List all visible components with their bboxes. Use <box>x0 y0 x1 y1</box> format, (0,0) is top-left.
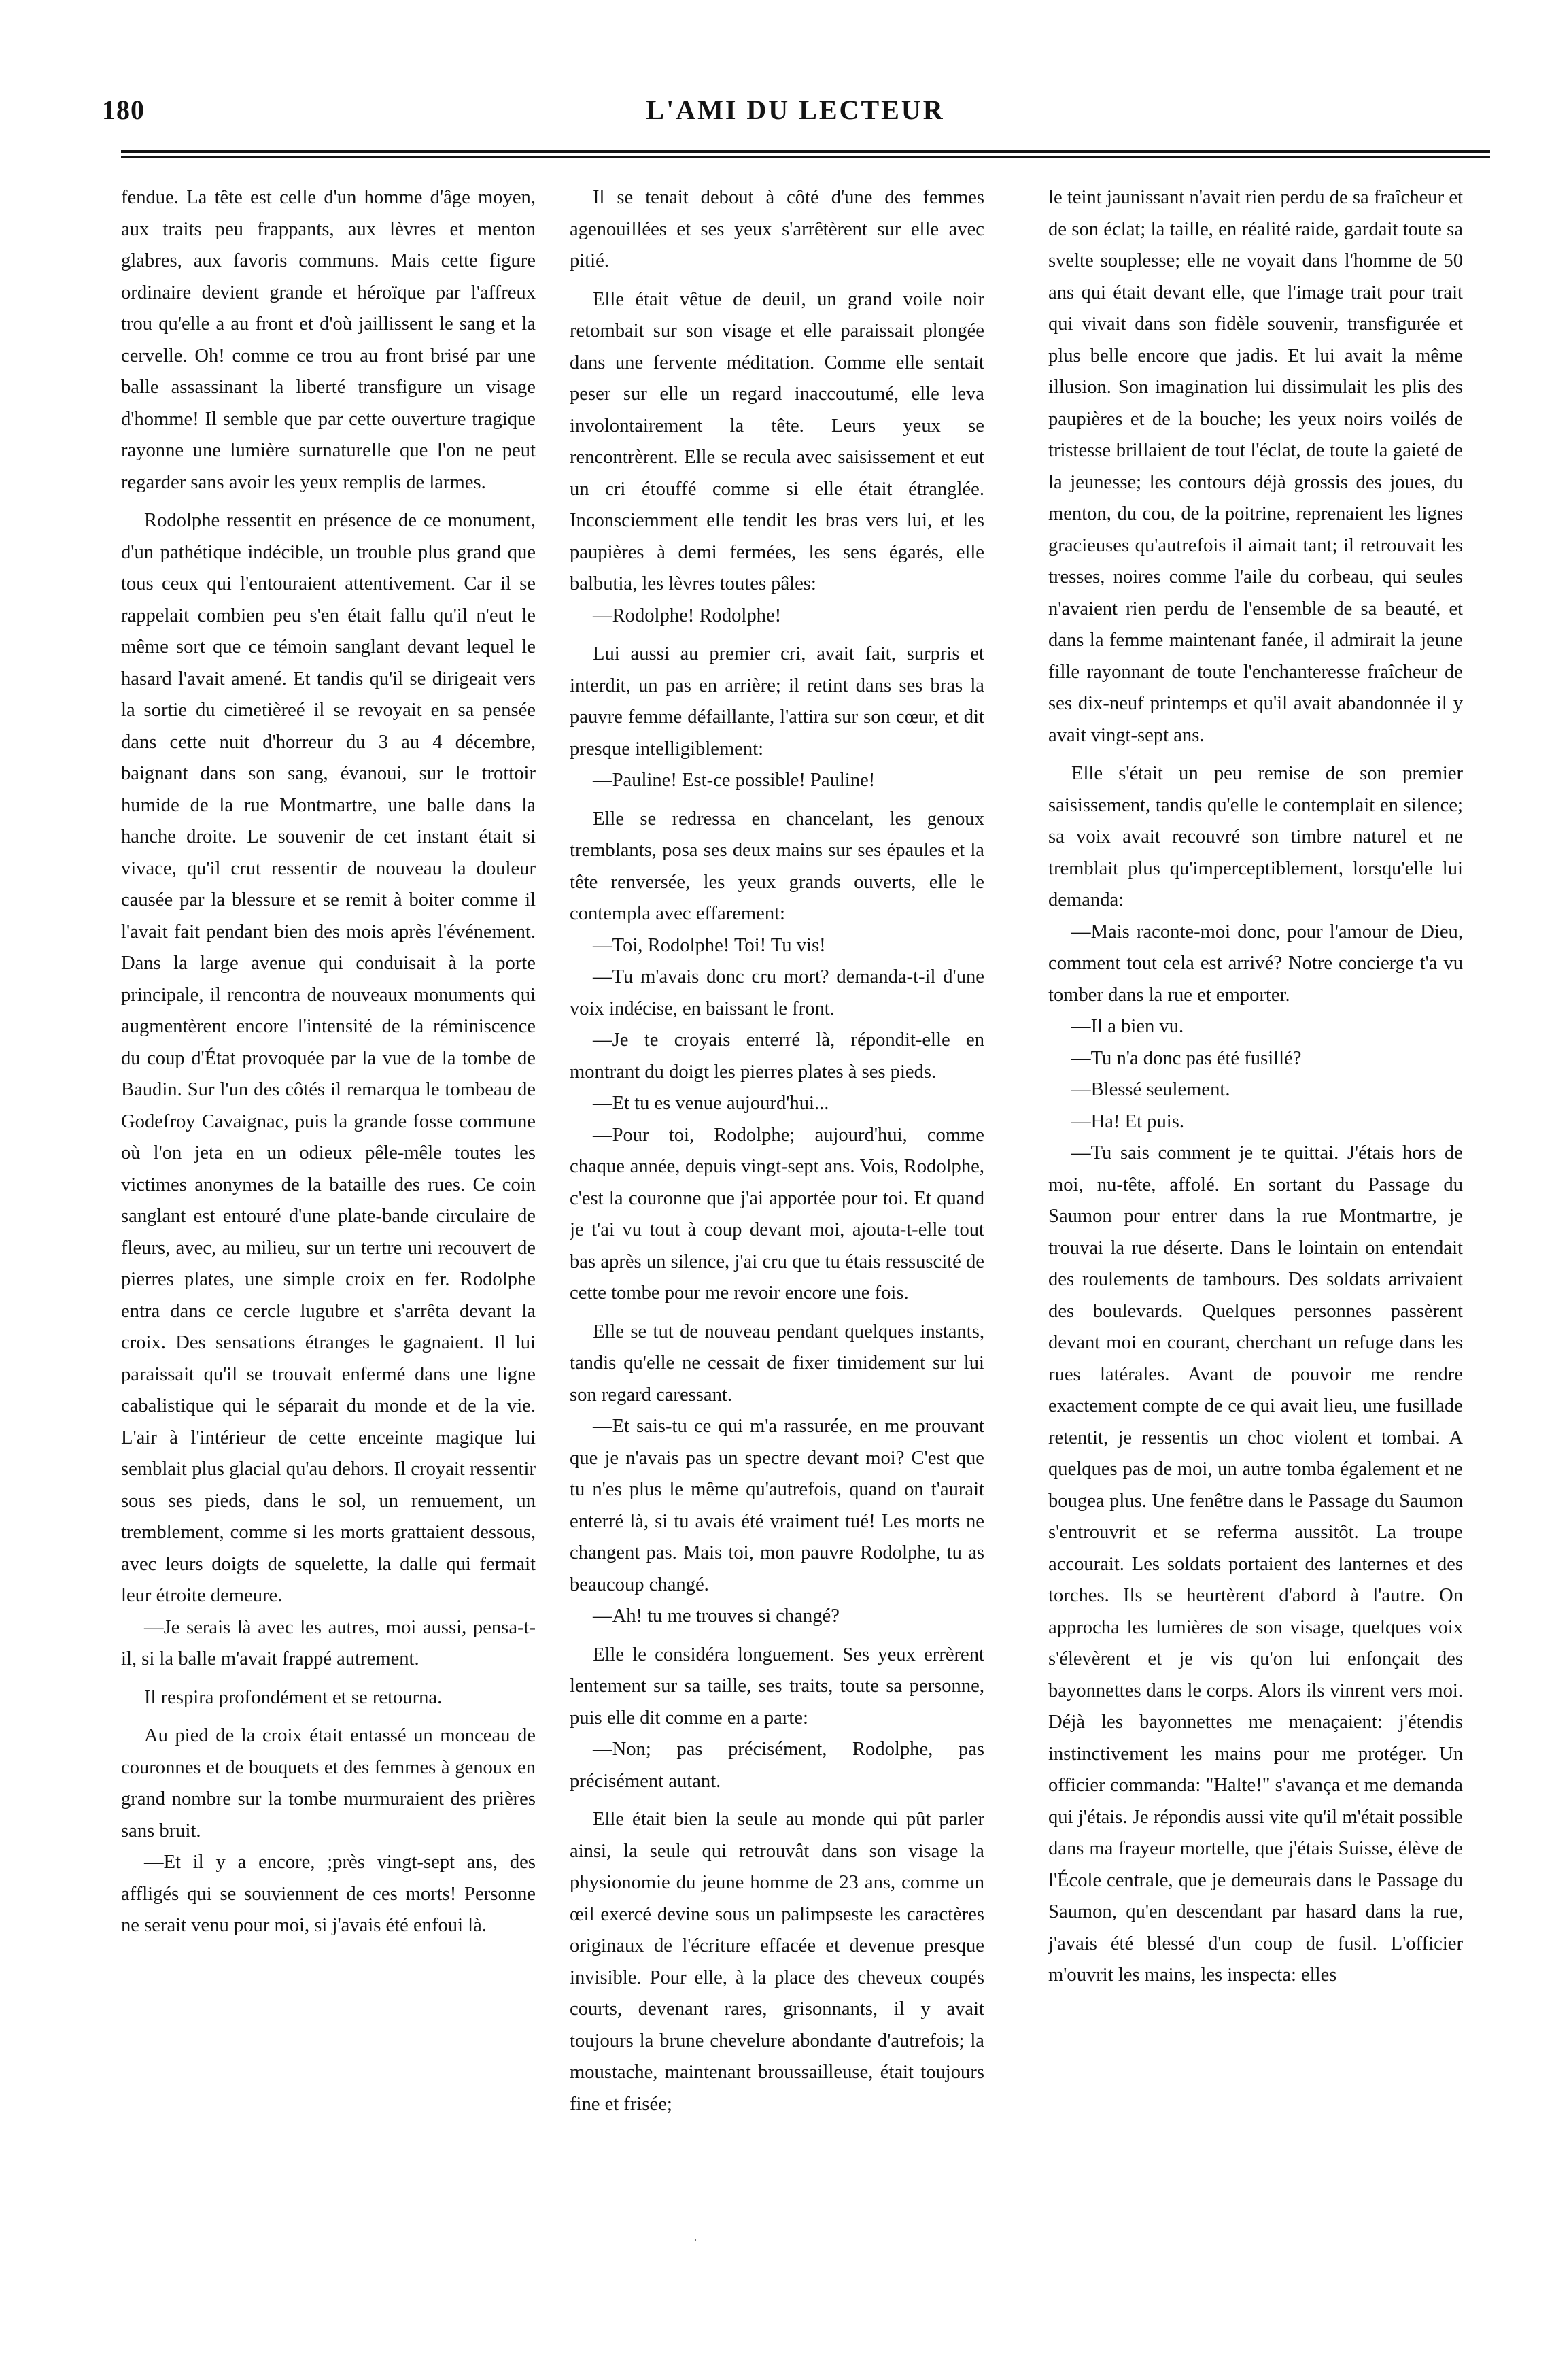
paragraph: —Toi, Rodolphe! Toi! Tu vis! <box>593 934 826 956</box>
paragraph: Elle s'était un peu remise de son premier saisissement, tandis qu'elle le contemplait en silence; sa voix avait recouvré son timbre naturel et ne tremblait plus qu'imperceptiblement, lorsqu'elle lui demanda: <box>1048 763 1463 911</box>
paragraph: —Je te croyais enterré là, répondit-elle en montrant du doigt les pierres plates à ses pieds. <box>570 1030 984 1083</box>
paragraph: —Je serais là avec les autres, moi aussi, pensa-t-il, si la balle m'avait frappé autrement. <box>121 1616 536 1669</box>
paragraph: Elle le considéra longuement. Ses yeux errèrent lentement sur sa taille, ses traits, toute sa personne, puis elle dit comme en a parte: <box>570 1644 984 1729</box>
paragraph: Rodolphe ressentit en présence de ce monument, d'un pathétique indécible, un trouble plus grand que tous ceux qui l'entouraient attentivement. Car il se rappelait combien peu s'en était fallu qu'il n'eut le même sort que ce témoin sanglant devant lequel le hasard l'avait amené. Et tandis qu'il se dirigeait vers la sortie du cimetièreé il se revoyait en sa pensée dans cette nuit d'horreur du 3 au 4 décembre, baignant dans son sang, évanoui, sur le trottoir humide de la rue Montmartre, une balle dans la hanche droite. Le souvenir de cet instant était si vivace, qu'il crut ressentir de nouveau la douleur causée par la blessure et se remit à boiter comme il l'avait fait pendant bien des mois après l'événement. Dans la large avenue qui conduisait à la porte principale, il rencontra de nouveaux monuments qui augmentèrent encore l'intensité de la réminiscence du coup d'État provoquée par la vue de la tombe de Baudin. Sur l'un des côtés il remarqua le tombeau de Godefroy Cavaignac, puis la grande fosse commune où l'on jeta en un odieux pêle-mêle toutes les victimes anonymes de la bataille des rues. Ce coin sanglant est entouré d'une plate-bande circulaire de fleurs, avec, au milieu, sur un tertre uni recouvert de pierres plates, une simple croix en fer. Rodolphe entra dans ce cercle lugubre et s'arrêta devant la croix. Des sensations étranges le gagnaient. Il lui paraissait qu'il se trouvait enfermé dans une ligne cabalistique qui le séparait du monde et de la vie. L'air à l'intérieur de cette enceinte magique lui semblait plus glacial qu'au dehors. Il croyait ressentir sous ses pieds, dans le sol, un remuement, un tremblement, comme si les morts grattaient dessous, avec leurs doigts de squelette, la dalle qui fermait leur étroite demeure. <box>121 510 536 1606</box>
paragraph: Elle était vêtue de deuil, un grand voile noir retombait sur son visage et elle paraissait plongée dans une fervente méditation. Comme elle sentait peser sur elle un regard inaccoutumé, elle leva involontairement la tête. Leurs yeux se rencontrèrent. Elle se recula avec saisissement et eut un cri étouffé comme si elle était étranglée. Inconsciemment elle tendit les bras vers lui, et les paupières à demi fermées, les sens égarés, elle balbutia, les lèvres toutes pâles: <box>570 288 984 594</box>
header-rule-thin <box>121 156 1490 158</box>
paragraph: —Non; pas précisément, Rodolphe, pas précisément autant. <box>570 1739 984 1792</box>
paragraph: Il respira profondément et se retourna. <box>144 1686 443 1708</box>
paragraph: Lui aussi au premier cri, avait fait, surpris et interdit, un pas en arrière; il retint dans ses bras la pauvre femme défaillante, l'attira sur son cœur, et dit presque intelligiblement: <box>570 643 984 760</box>
paragraph: —Blessé seulement. <box>1071 1079 1230 1100</box>
paragraph: Il se tenait debout à côté d'une des femmes agenouillées et ses yeux s'arrêtèrent sur elle avec pitié. <box>570 187 984 271</box>
column-3 <box>1048 182 1463 2202</box>
paragraph: —Tu m'avais donc cru mort? demanda-t-il d'une voix indécise, en baissant le front. <box>570 966 984 1019</box>
page-header <box>102 94 1489 135</box>
paragraph: Elle était bien la seule au monde qui pût parler ainsi, la seule qui retrouvât dans son visage la physionomie du jeune homme de 23 ans, comme un œil exercé devine sous un palimpseste les caractères originaux de l'écriture effacée et devenue presque invisible. Pour elle, à la place des cheveux coupés courts, devenant rares, grisonnants, il y avait toujours la brune chevelure abondante d'autrefois; la moustache, maintenant broussailleuse, était toujours fine et frisée; <box>570 1809 984 2115</box>
paragraph: —Ah! tu me trouves si changé? <box>593 1605 840 1627</box>
paragraph: —Il a bien vu. <box>1071 1016 1184 1037</box>
paragraph: Elle se redressa en chancelant, les genoux tremblants, posa ses deux mains sur ses épaules et la tête renversée, les yeux grands ouverts, elle le contempla avec effarement: <box>570 808 984 924</box>
paragraph: —Et il y a encore, ;près vingt-sept ans, des affligés qui se souviennent de ces morts! Personne ne serait venu pour moi, si j'avais été enfoui là. <box>121 1852 536 1936</box>
paragraph: —Tu sais comment je te quittai. J'étais hors de moi, nu-tête, affolé. En sortant du Passage du Saumon pour entrer dans la rue Montmartre, je trouvai la rue déserte. Dans le lointain on entendait des roulements de tambours. Des soldats arrivaient des boulevards. Quelques personnes passèrent devant moi en courant, cherchant un refuge dans les rues latérales. Avant de pouvoir me rendre exactement compte de ce qui avait lieu, une fusillade retentit, je ressentis un choc violent et tombai. A quelques pas de moi, un autre tomba également et ne bougea plus. Une fenêtre dans le Passage du Saumon s'entrouvrit et se referma aussitôt. La troupe accourait. Les soldats portaient des lanternes et des torches. Ils se heurtèrent d'abord à l'autre. On approcha les lumières de son visage, quelques voix s'élevèrent et je vis qu'on lui enfonçait des bayonnettes dans le corps. Alors ils vinrent vers moi. Déjà les bayonnettes me menaçaient: j'étendis instinctivement les mains pour me protéger. Un officier commanda: "Halte!" s'avança et me demanda qui j'étais. Je répondis aussi vite qu'il m'était possible dans ma frayeur mortelle, que j'étais Suisse, élève de l'École centrale, que je demeurais dans le Passage du Saumon, qu'en descendant par hasard dans la rue, j'avais été blessé d'un coup de fusil. L'officier m'ouvrit les mains, les inspecta: elles <box>1048 1142 1463 1986</box>
journal-title: L'AMI DU LECTEUR <box>646 95 945 125</box>
header-rule <box>121 150 1490 153</box>
paragraph: —Pauline! Est-ce possible! Pauline! <box>593 770 876 791</box>
paragraph: —Et sais-tu ce qui m'a rassurée, en me prouvant que je n'avais pas un spectre devant moi? C'est que tu n'es plus le même qu'autrefois, quand on t'aurait enterré là, si tu avais été vraiment tué! Les morts ne changent pas. Mais toi, mon pauvre Rodolphe, tu as beaucoup changé. <box>570 1416 984 1595</box>
column-2 <box>570 182 984 2202</box>
paragraph: —Mais raconte-moi donc, pour l'amour de Dieu, comment tout cela est arrivé? Notre concierge t'a vu tomber dans la rue et emporter. <box>1048 921 1463 1006</box>
page-number: 180 <box>102 95 145 125</box>
paragraph: —Et tu es venue aujourd'hui... <box>593 1093 829 1114</box>
paragraph: —Ha! Et puis. <box>1071 1110 1184 1132</box>
paragraph: —Rodolphe! Rodolphe! <box>593 605 782 626</box>
paragraph: fendue. La tête est celle d'un homme d'âge moyen, aux traits peu frappants, aux lèvres et menton glabres, aux favoris communs. Mais cette figure ordinaire devient grande et héroïque par l'affreux trou qu'elle a au front et d'où jaillissent le sang et la cervelle. Oh! comme ce trou au front brisé par une balle assassinant la liberté transfigure un visage d'homme! Il semble que par cette ouverture tragique rayonne une lumière surnaturelle que l'on ne peut regarder sans avoir les yeux remplis de larmes. <box>121 187 536 493</box>
paragraph: —Pour toi, Rodolphe; aujourd'hui, comme chaque année, depuis vingt-sept ans. Vois, Rodolphe, c'est la couronne que j'ai apportée pour toi. Et quand je t'ai vu tout à coup devant moi, ajouta-t-elle tout bas après un silence, j'ai cru que tu étais ressuscité de cette tombe pour me revoir encore une fois. <box>570 1124 984 1304</box>
paragraph: Au pied de la croix était entassé un monceau de couronnes et de bouquets et des femmes à genoux en grand nombre sur la tombe murmuraient des prières sans bruit. <box>121 1725 536 1841</box>
footer-mark: · <box>693 2233 697 2247</box>
column-1 <box>121 182 536 2202</box>
paragraph: Elle se tut de nouveau pendant quelques instants, tandis qu'elle ne cessait de fixer timidement sur lui son regard caressant. <box>570 1321 984 1406</box>
paragraph: le teint jaunissant n'avait rien perdu de sa fraîcheur et de son éclat; la taille, en réalité raide, gardait toute sa svelte souplesse; elle ne voyait dans l'homme de 50 ans qui était devant elle, que l'image trait pour trait qui vivait dans son fidèle souvenir, transfigurée et plus belle encore que jadis. Et lui avait la même illusion. Son imagination lui dissimulait les plis des paupières et de la bouche; les yeux noirs voilés de tristesse brillaient de tout l'éclat, de toute la gaieté de la jeunesse; les contours déjà grossis des joues, du menton, du cou, de la poitrine, reprenaient les lignes gracieuses qu'autrefois il aimait tant; il retrouvait les tresses, noires comme l'aile du corbeau, qui seules n'avaient rien perdu de l'ensemble de sa beauté, et dans la femme maintenant fanée, il admirait la jeune fille rayonnant de toute l'enchanteresse fraîcheur de ses dix-neuf printemps et qu'il avait abandonnée il y avait vingt-sept ans. <box>1048 187 1463 746</box>
paragraph: —Tu n'a donc pas été fusillé? <box>1071 1047 1302 1069</box>
